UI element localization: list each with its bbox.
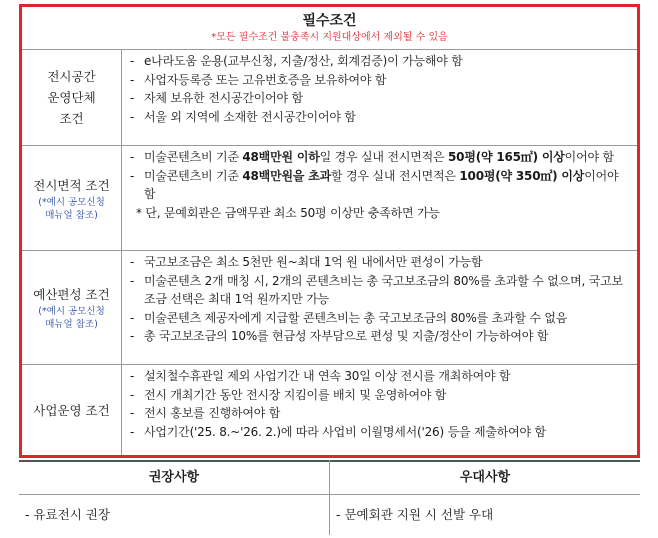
required-note: *모든 필수조건 불충족시 지원대상에서 제외될 수 있음 xyxy=(211,32,448,43)
bullet-dash: - xyxy=(130,91,135,105)
condition-item xyxy=(130,89,629,108)
condition-label: 운영단체 xyxy=(47,90,96,105)
condition-label: 조건 xyxy=(59,111,84,126)
condition-item xyxy=(130,148,629,167)
required-title: 필수조건 xyxy=(302,13,357,29)
bullet-dash: - xyxy=(130,406,135,420)
item-text: 국고보조금은 최소 5천만 원~최대 1억 원 내에서만 편성이 가능함 xyxy=(144,255,483,269)
condition-item xyxy=(130,367,629,386)
item-text: 미술콘텐츠 제공자에게 지급할 콘텐츠비는 총 국고보조금의 80%를 초과할 수 없음 xyxy=(144,310,568,325)
condition-item xyxy=(130,386,629,405)
condition-label-cell xyxy=(22,251,122,364)
emphasis-text: 48백만원을 초과 xyxy=(242,168,332,183)
extra-conditions xyxy=(19,460,640,535)
condition-footnote: * 단, 문예회관은 금액무관 최소 50평 이상만 충족하면 가능 xyxy=(136,205,440,220)
item-text: 미술콘텐츠비 기준 xyxy=(144,150,243,164)
bullet-dash: - xyxy=(130,424,135,439)
condition-label-cell xyxy=(22,365,122,455)
emphasis-text: 48백만원 이하 xyxy=(242,150,320,164)
bullet-dash: - xyxy=(130,310,135,325)
preferred-title: 우대사항 xyxy=(330,460,640,495)
recommended-text: - 유료전시 권장 xyxy=(25,507,110,522)
bullet-dash: - xyxy=(130,109,135,124)
item-text: 이어야 함 xyxy=(564,150,614,164)
bullet-dash: - xyxy=(130,168,135,183)
condition-label-cell xyxy=(22,50,122,145)
preferred-text: - 문예회관 지원 시 선발 우대 xyxy=(336,507,494,522)
required-header xyxy=(22,7,637,50)
condition-item xyxy=(130,71,629,90)
item-text: 미술콘텐츠 2개 매칭 시, 2개의 콘텐츠비는 총 국고보조금의 80%를 초과할 수 없으며, 국고보조금 선택은 최대 1억 원까지만 가능 xyxy=(144,273,623,306)
condition-item xyxy=(130,52,629,71)
condition-label: 전시공간 xyxy=(47,69,96,84)
emphasis-text: 50평(약 165㎡) 이상 xyxy=(448,150,565,164)
item-text: 총 국고보조금의 10%를 현금성 자부담으로 편성 및 지출/정산이 가능하여야 함 xyxy=(144,329,549,343)
condition-label-cell xyxy=(22,146,122,250)
condition-item xyxy=(130,327,629,346)
condition-row xyxy=(22,250,637,364)
bullet-dash: - xyxy=(130,273,135,288)
condition-sub-note: 매뉴얼 참조) xyxy=(45,209,98,221)
condition-item xyxy=(130,423,629,442)
item-text: e나라도움 운용(교부신청, 지출/정산, 회계검증)이 가능해야 함 xyxy=(144,54,463,68)
bullet-dash: - xyxy=(130,255,135,269)
condition-item xyxy=(130,309,629,328)
required-conditions-box xyxy=(19,4,640,458)
condition-row xyxy=(22,145,637,250)
recommended-column xyxy=(19,460,329,535)
bullet-dash: - xyxy=(130,54,135,68)
bullet-dash: - xyxy=(130,329,135,343)
item-text: 일 경우 실내 전시면적은 xyxy=(319,150,449,164)
condition-content xyxy=(122,146,637,250)
condition-sub-note: (*예시 공모신청 xyxy=(38,196,105,208)
condition-content xyxy=(122,50,637,145)
bullet-dash: - xyxy=(130,369,135,383)
item-text: 사업자등록증 또는 고유번호증을 보유하여야 함 xyxy=(144,72,387,87)
condition-sub-note: 매뉴얼 참조) xyxy=(45,319,98,330)
condition-item xyxy=(130,404,629,423)
recommended-title: 권장사항 xyxy=(19,460,329,495)
preferred-column xyxy=(329,460,640,535)
bullet-dash: - xyxy=(130,387,135,402)
condition-label: 예산편성 조건 xyxy=(33,287,110,302)
condition-item xyxy=(130,272,629,309)
condition-sub-note: (*예시 공모신청 xyxy=(38,306,105,317)
bullet-dash: - xyxy=(130,72,135,87)
condition-label: 전시면적 조건 xyxy=(33,177,110,193)
condition-row xyxy=(22,364,637,455)
condition-item xyxy=(130,253,629,272)
condition-content xyxy=(122,251,637,364)
item-text: 할 경우 실내 전시면적은 xyxy=(331,168,460,183)
item-text: 설치철수휴관일 제외 사업기간 내 연속 30일 이상 전시를 개최하여야 함 xyxy=(144,369,511,383)
item-text: 전시 개최기간 동안 전시장 지킴이를 배치 및 운영하여야 함 xyxy=(144,387,447,402)
conditions-table xyxy=(19,4,640,535)
emphasis-text: 100평(약 350㎡) 이상 xyxy=(459,168,585,183)
item-text: 이어야 함 xyxy=(144,168,619,201)
item-text: 미술콘텐츠비 기준 xyxy=(144,168,243,183)
condition-item xyxy=(130,108,629,127)
condition-item xyxy=(130,167,629,204)
item-text: 전시 홍보를 진행하여야 함 xyxy=(144,406,281,420)
bullet-dash: - xyxy=(130,150,135,164)
condition-content xyxy=(122,365,637,455)
condition-row xyxy=(22,50,637,145)
condition-label: 사업운영 조건 xyxy=(33,402,110,418)
item-text: 서울 외 지역에 소재한 전시공간이어야 함 xyxy=(144,109,356,124)
item-text: 사업기간('25. 8.~'26. 2.)에 따라 사업비 이월명세서('26) 등을 제출하여야 함 xyxy=(144,424,546,439)
item-text: 자체 보유한 전시공간이어야 함 xyxy=(144,91,303,105)
